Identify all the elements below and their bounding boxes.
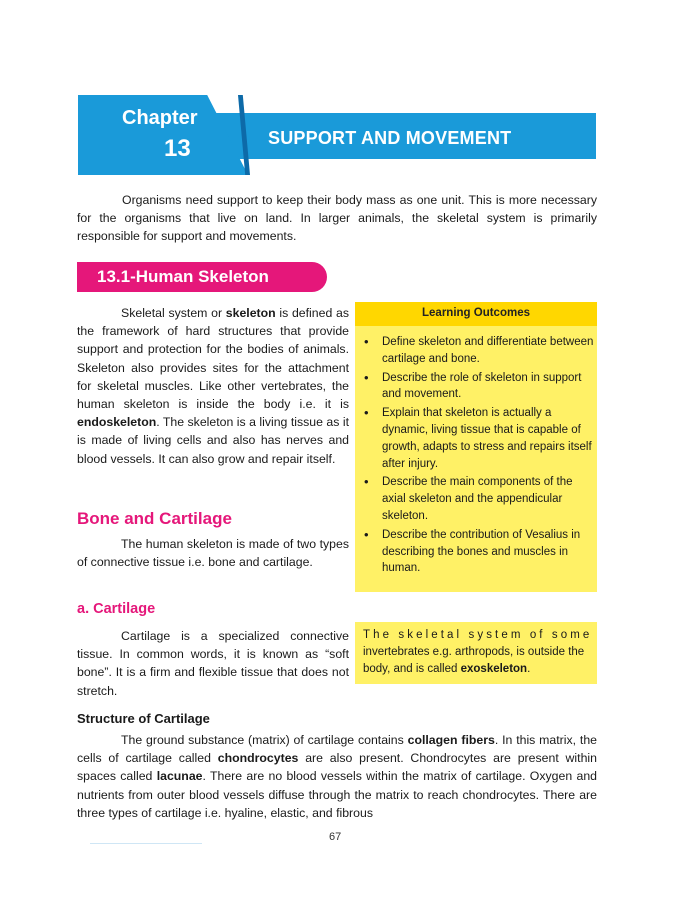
text-run: . In this matrix, the cells of cartilage called [77,733,597,766]
cartilage-heading: a. Cartilage [77,601,156,617]
learning-outcomes-list [362,334,594,579]
term-endoskeleton: endoskeleton [77,415,157,430]
note-line: The skeletal system of some [363,629,593,641]
note-text [363,644,589,678]
structure-paragraph [77,731,597,822]
bone-cartilage-heading: Bone and Cartilage [77,509,232,528]
text-run: Cartilage is a specialized connective tissue. In common words, it is known as “soft bone”. It is a firm and flexible tissue that does not stretch. [77,629,349,698]
text-run: The human skeleton is made of two types of connective tissue i.e. bone and cartilage. [77,537,349,570]
list-item: • Explain that skeleton is actually a dynamic, living tissue that is capable of growth, adapts to stress and repairs itself after injury. [362,405,594,472]
list-item: • Describe the role of skeleton in support and movement. [362,370,594,404]
list-item: • Describe the contribution of Vesalius in describing the bones and muscles in human. [362,527,594,577]
chapter-banner [78,95,598,165]
term-exoskeleton: exoskeleton [460,663,528,675]
term-collagen-fibers: collagen fibers [407,733,495,747]
learning-outcomes-header [355,302,597,326]
cartilage-paragraph [77,627,349,700]
structure-heading: Structure of Cartilage [77,711,210,726]
footer-rule [90,843,202,844]
term-chondrocytes: chondrocytes [217,751,299,766]
text-run: . [527,663,531,675]
text-run: Skeletal system or [121,306,226,320]
exoskeleton-note [355,622,597,684]
text-run: invertebrates e.g. arthropods, is outside the body, and is called [363,646,585,675]
chapter-title: SUPPORT AND MOVEMENT [268,128,512,148]
chapter-label: Chapter [122,107,198,129]
skeleton-paragraph [77,304,349,468]
term-skeleton: skeleton [225,306,276,320]
text-run: is defined as the framework of hard structures that provide support and protection for the bodies of animals. Skeleton also provides sites for the attachment for skeletal muscles. Like other vertebrates, the human skeleton is inside the body i.e. it is [77,306,349,412]
text-run: . There are no blood vessels within the matrix of cartilage. Oxygen and nutrients from outer blood vessels diffuse through the matrix to reach chondrocytes. There are three types of cartilage i.e. hyaline, elastic, and fibrous [77,769,597,820]
term-lacunae: lacunae [156,769,203,784]
text-run: The ground substance (matrix) of cartilage contains [121,733,408,747]
learning-outcomes-title: Learning Outcomes [422,307,530,319]
intro-paragraph: Organisms need support to keep their body mass as one unit. This is more necessary for the organisms that live on land. In larger animals, the skeletal system is primarily responsible for support and movements. [77,193,597,244]
text-run: . The skeleton is a living tissue as it is made of living cells and also has nerves and blood vessels. It can also grow and repair itself. [77,415,349,466]
bone-cartilage-paragraph [77,535,349,571]
list-item: • Define skeleton and differentiate between cartilage and bone. [362,334,594,368]
list-item: • Describe the main components of the axial skeleton and the appendicular skeleton. [362,474,594,524]
section-title: 13.1-Human Skeleton [97,267,269,286]
section-heading [77,262,327,292]
text-run: are also present. Chondrocytes are present within spaces called [77,751,597,784]
page-number: 67 [329,831,342,843]
chapter-number: 13 [164,135,191,162]
learning-outcomes-box [355,302,597,592]
